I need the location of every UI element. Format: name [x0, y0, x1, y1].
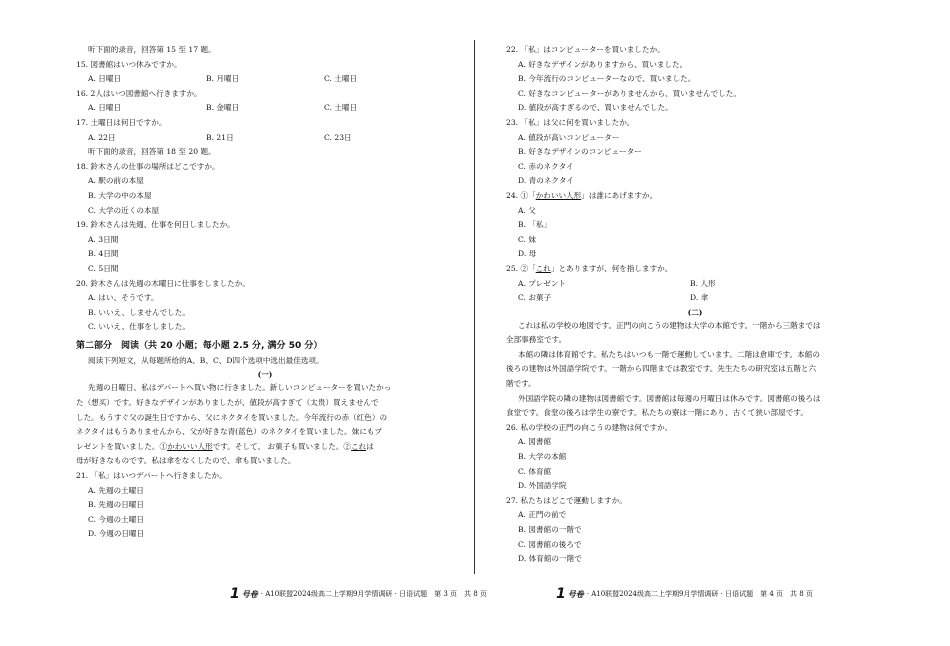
passage-2-line: 後ろの建物は外国語学院です。一階から四階までは教室です。先生たちの研究室は五階と六	[506, 364, 817, 374]
option: D. 傘	[690, 293, 709, 303]
option: C. 好きなコンピューターがありませんから、買いませんでした。	[518, 88, 741, 98]
option: A. 日曜日	[88, 103, 122, 113]
option: A. 好きなデザインがありますから、買いました。	[518, 59, 688, 69]
exam-logo-icon: 1	[230, 586, 240, 602]
option: C. いいえ、仕事をしました。	[88, 322, 190, 332]
option: D. 体育館の一階で	[518, 554, 582, 564]
passage-2-marker: (二)	[687, 307, 703, 317]
option: B. 先週の日曜日	[88, 500, 144, 510]
right-page	[506, 43, 884, 567]
option: A. 駅の前の本屋	[88, 176, 144, 186]
passage-1-line: 先週の日曜日、私はデパートへ買い物に行きました。新しいコンピューターを買いたかっ	[88, 383, 392, 393]
passage-2-line: これは私の学校の地図です。正門の向こうの建物は大学の本館です。一階から三階までは	[518, 320, 821, 330]
text-span: は	[366, 441, 374, 451]
option: C. 5日間	[88, 263, 119, 273]
question-26: 26. 私の学校の正門の向こうの建物は何ですか。	[506, 422, 673, 432]
underlined-phrase-2: これ	[535, 263, 551, 273]
footer-text: · A10联盟2024级高二上学期9月学情调研 · 日语试题 第 3 页 共 8 页	[260, 590, 487, 598]
option: A. 父	[518, 205, 536, 215]
option: A. 正門の前で	[518, 510, 567, 520]
question-17: 17. 土曜日は何日ですか。	[76, 117, 167, 127]
underlined-phrase-1: かわいい人形	[535, 190, 582, 200]
option: C. 図書館の後ろで	[518, 539, 582, 549]
option: D. 今週の日曜日	[88, 529, 145, 539]
passage-2-line: 外国語学院の隣の建物は図書館です。図書館は毎週の月曜日は休みです。図書館の後ろは	[518, 393, 821, 403]
text-span: 24. ①「	[506, 190, 536, 200]
option: B. いいえ、しませんでした。	[88, 307, 190, 317]
question-15-options	[76, 72, 454, 87]
option: C. 23日	[324, 132, 352, 142]
option: C. 土曜日	[324, 74, 358, 84]
question-18: 18. 鈴木さんの仕事の場所はどこですか。	[76, 161, 220, 171]
text-span: 」とありますが、何を指しますか。	[550, 263, 673, 273]
text-span: 」は誰にあげますか。	[581, 190, 658, 200]
underlined-phrase-2: これ	[351, 441, 367, 451]
passage-2-line: 階です。	[506, 379, 536, 389]
passage-1-line: た（想买）です。好きなデザインがありましたが、値段が高すぎて（太贵）買えませんで	[76, 398, 379, 408]
passage-1-marker: (一)	[257, 370, 273, 380]
option: C. 大学の近くの本屋	[88, 205, 160, 215]
option: A. 22日	[88, 132, 116, 142]
option: B. 今年流行のコンピューターなので、買いました。	[518, 74, 696, 84]
option: C. 土曜日	[324, 103, 358, 113]
question-25-options-row-2	[506, 291, 884, 306]
question-25	[506, 262, 884, 277]
text-span: です。そして、 お菓子も買いました。②	[212, 441, 352, 451]
footer-right	[556, 586, 813, 602]
option: A. プレゼント	[518, 278, 566, 288]
question-16: 16. 2人はいつ図書館へ行きますか。	[76, 88, 202, 98]
passage-1-line: ネクタイはもうありませんから、父が好きな青(蓝色）のネクタイを買いました。妹にもプ	[76, 427, 383, 437]
part2-instruction: 阅读下列短文，从每题所给的A、B、C、D四个选项中选出最佳选项。	[88, 355, 324, 365]
option: B. 21日	[206, 132, 234, 142]
footer-text: · A10联盟2024级高二上学期9月学情调研 · 日语试题 第 4 页 共 8 页	[586, 590, 813, 598]
option: B. 月曜日	[206, 74, 240, 84]
question-16-options	[76, 101, 454, 116]
listening-instruction: 听下面的录音，回答第 18 至 20 题。	[88, 147, 216, 157]
text-span: 25. ②「	[506, 263, 536, 273]
option: C. 体育館	[518, 466, 552, 476]
page-divider	[474, 40, 475, 574]
part2-title: 第二部分 阅读（共 20 小题；每小题 2.5 分, 满分 50 分）	[76, 340, 323, 351]
exam-logo-icon: 1	[556, 586, 566, 602]
option: B. 図書館の一階で	[518, 525, 582, 534]
option: B. 大学の本館	[518, 452, 567, 462]
option: C. 赤のネクタイ	[518, 161, 574, 171]
footer-left	[230, 586, 487, 602]
option: A. 3日間	[88, 234, 119, 244]
option: C. お菓子	[518, 293, 552, 303]
option: C. 妹	[518, 234, 536, 244]
passage-2-line: 食堂です。食堂の後ろは学生の寮です。私たちの寮は一階にあり、古くて狭い部屋です。	[506, 408, 808, 418]
passage-2-line: 本館の隣は体育館です。私たちはいつも一階で運動しています。二階は倉庫です。本館の	[518, 349, 820, 359]
listening-instruction: 听下面的录音，回答第 15 至 17 题。	[88, 45, 216, 54]
question-23: 23. 「私」は父に何を買いましたか。	[506, 117, 635, 127]
option: A. 先週の土曜日	[88, 485, 144, 495]
option: B. 金曜日	[206, 103, 240, 113]
passage-1-line: した。もうすぐ父の誕生日ですから、父にネクタイを買いました。今年流行の赤（红色）の	[76, 412, 388, 422]
question-25-options-row-1	[506, 277, 884, 292]
question-22: 22. 「私」はコンピューターを買いましたか。	[506, 45, 665, 54]
underlined-phrase-1: かわいい人形	[167, 441, 213, 451]
passage-1-line: 母が好きなものです。私は傘をなくしたので、傘も買いました。	[76, 456, 296, 466]
option: A. 値段が高いコンピューター	[518, 132, 620, 142]
option: B. 人形	[690, 278, 716, 288]
question-15: 15. 図書館はいつ休みですか。	[76, 59, 182, 69]
option: B. 4日間	[88, 249, 119, 259]
option: A. はい、そうです。	[88, 293, 159, 303]
question-19: 19. 鈴木さんは先週、仕事を何日しましたか。	[76, 220, 235, 230]
option: D. 外国語学院	[518, 481, 567, 491]
option: C. 今週の土曜日	[88, 514, 144, 524]
left-page	[76, 43, 454, 542]
passage-2-line: 全部事務室です。	[506, 335, 567, 345]
question-21: 21. 「私」はいつデパートへ行きましたか。	[76, 471, 227, 481]
option: B. 大学の中の本屋	[88, 190, 152, 200]
question-24	[506, 189, 884, 204]
option: D. 青のネクタイ	[518, 176, 574, 186]
question-20: 20. 鈴木さんは先週の木曜日に仕事をしましたか。	[76, 278, 250, 288]
question-17-options	[76, 131, 454, 146]
option: D. 値段が高すぎるので、買いませんでした。	[518, 103, 673, 113]
option: B. 好きなデザインのコンピューター	[518, 147, 642, 157]
option: B. 「私」	[518, 220, 552, 230]
passage-1-line	[76, 440, 454, 455]
text-span: レゼントを買いました。①	[76, 441, 168, 451]
exam-logo-text: 号卷	[567, 588, 584, 599]
exam-logo-text: 号卷	[241, 588, 258, 599]
option: A. 図書館	[518, 437, 552, 447]
option: D. 母	[518, 249, 537, 259]
option: A. 日曜日	[88, 74, 122, 84]
question-27: 27. 私たちはどこで運動しますか。	[506, 495, 627, 505]
